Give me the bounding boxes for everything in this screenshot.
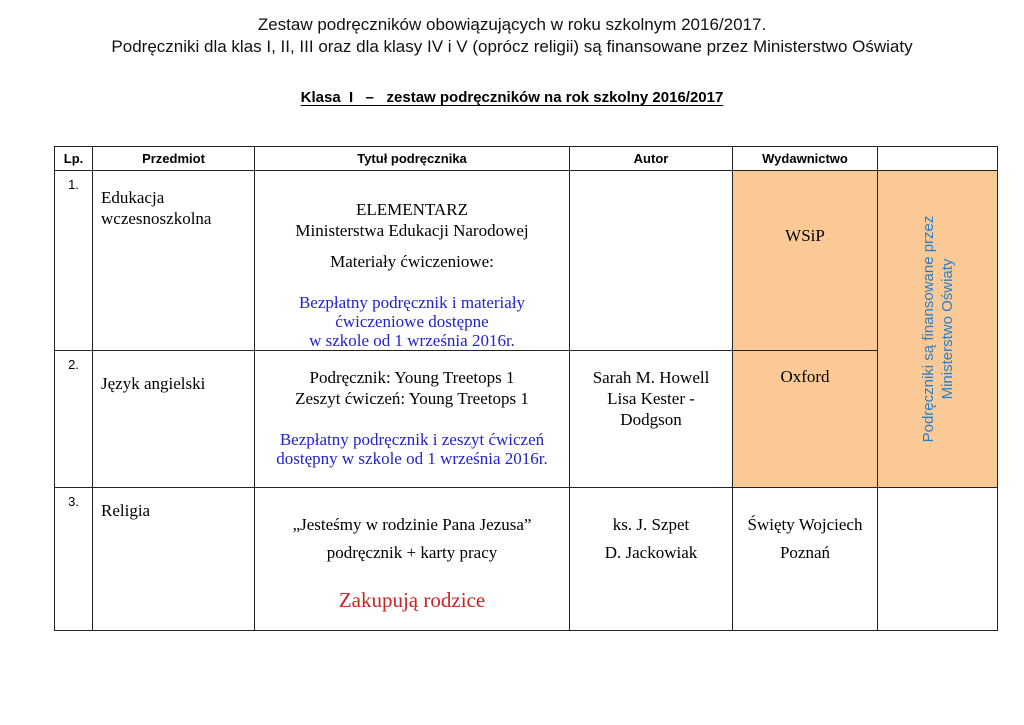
title-subline: Materiały ćwiczeniowe: bbox=[330, 252, 494, 271]
title-line: Podręcznik: Young Treetops 1 bbox=[309, 368, 515, 387]
parents-purchase-note: Zakupują rodzice bbox=[338, 588, 486, 612]
column-header-przedmiot: Przedmiot bbox=[93, 147, 255, 171]
row-number: 2. bbox=[55, 351, 93, 488]
table-row bbox=[55, 488, 998, 631]
author-line: ks. J. Szpet bbox=[612, 515, 690, 534]
publisher-name: WSiP bbox=[785, 226, 825, 245]
funding-note-vertical-text bbox=[919, 216, 957, 443]
column-header-tytul: Tytuł podręcznika bbox=[255, 147, 570, 171]
document-title-line-1: Zestaw podręczników obowiązujących w roku szkolnym 2016/2017. bbox=[257, 15, 767, 34]
author-line: Dodgson bbox=[620, 410, 682, 429]
free-textbook-note-line: Bezpłatny podręcznik i materiały bbox=[298, 293, 526, 312]
free-textbook-note-line: ćwiczeniowe dostępne bbox=[335, 312, 489, 331]
free-textbook-note-line: w szkole od 1 września 2016r. bbox=[309, 331, 515, 350]
title-line: podręcznik + karty pracy bbox=[326, 543, 498, 562]
table-header-row bbox=[55, 147, 998, 171]
title-line: „Jesteśmy w rodzinie Pana Jezusa” bbox=[292, 515, 532, 534]
title-line: ELEMENTARZ bbox=[356, 200, 468, 219]
author-cell bbox=[570, 488, 733, 631]
author-line: Lisa Kester - bbox=[607, 389, 695, 408]
column-header-lp: Lp. bbox=[55, 147, 93, 171]
document-header bbox=[0, 0, 1024, 106]
funding-note-cell bbox=[878, 171, 998, 488]
document-title-line-2: Podręczniki dla klas I, II, III oraz dla klasy IV i V (oprócz religii) są finansowane przez Ministerstwo Oświaty bbox=[111, 37, 913, 56]
column-header-wydawnictwo: Wydawnictwo bbox=[733, 147, 878, 171]
publisher-cell bbox=[733, 171, 878, 351]
funding-note-line: Ministerstwo Oświaty bbox=[938, 258, 956, 400]
free-textbook-note-line: Bezpłatny podręcznik i zeszyt ćwiczeń bbox=[279, 430, 545, 449]
row-number: 1. bbox=[55, 171, 93, 351]
title-line: Zeszyt ćwiczeń: Young Treetops 1 bbox=[295, 389, 529, 408]
free-textbook-note-line: dostępny w szkole od 1 września 2016r. bbox=[276, 449, 548, 468]
title-line: Ministerstwa Edukacji Narodowej bbox=[295, 221, 529, 240]
class-section-heading: Klasa I – zestaw podręczników na rok szkolny 2016/2017 bbox=[300, 89, 724, 106]
column-header-autor: Autor bbox=[570, 147, 733, 171]
title-cell bbox=[255, 171, 570, 351]
author-line: D. Jackowiak bbox=[604, 543, 698, 562]
subject-cell: Język angielski bbox=[93, 351, 255, 488]
publisher-cell bbox=[733, 351, 878, 488]
publisher-name: Oxford bbox=[780, 367, 830, 386]
publisher-line: Poznań bbox=[779, 543, 831, 562]
funding-note-empty-cell bbox=[878, 488, 998, 631]
table-row bbox=[55, 351, 998, 488]
table-row bbox=[55, 171, 998, 351]
subject-cell: Edukacja wczesnoszkolna bbox=[93, 171, 255, 351]
author-line: Sarah M. Howell bbox=[592, 368, 710, 387]
row-number: 3. bbox=[55, 488, 93, 631]
author-cell bbox=[570, 171, 733, 351]
column-header-empty bbox=[878, 147, 998, 171]
author-cell bbox=[570, 351, 733, 488]
funding-note-line: Podręczniki są finansowane przez bbox=[919, 215, 937, 443]
publisher-cell bbox=[733, 488, 878, 631]
subject-cell: Religia bbox=[93, 488, 255, 631]
title-cell bbox=[255, 488, 570, 631]
textbook-table bbox=[54, 146, 998, 631]
title-cell bbox=[255, 351, 570, 488]
publisher-line: Święty Wojciech bbox=[747, 515, 863, 534]
